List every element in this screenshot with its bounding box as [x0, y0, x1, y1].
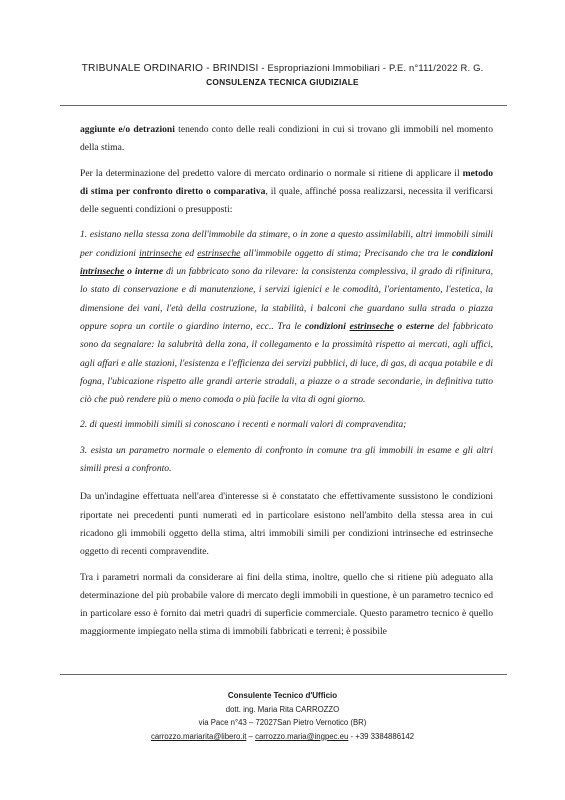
paragraph-adjustments: aggiunte e/o detrazioni tenendo conto delle reali condizioni in cui si trovano gli immobili nel momento della stima.	[80, 124, 493, 154]
page-footer	[100, 689, 465, 743]
footer-contacts: carrozzo.mariarita@libero.it – carrozzo.maria@ingpec.eu - +39 3384886142	[150, 731, 415, 741]
header-divider	[60, 105, 507, 106]
document-body	[80, 121, 493, 649]
list-item-2: 2. di questi immobili simili si conoscano i recenti e normali valori di compravendita;	[80, 419, 407, 431]
paragraph-parameters: Tra i parametri normali da considerare ai fini della stima, inoltre, quello che si ritiene più adeguato alla determinazione del più probabile valore di mercato degli immobili in questione, è un parametro tecnico ed in particolare esso è fornito dai metri quadri di superficie commerciale. Questo parametro tecnico è quello maggiormente impiegato nella stima di immobili fabbricati e terreni; è possibile	[80, 571, 493, 638]
header-court: TRIBUNALE ORDINARIO - BRINDISI	[81, 63, 259, 74]
paragraph-survey: Da un'indagine effettuata nell'area d'interesse si è constatato che effettivamente sussistono le condizioni riportate nei precedenti punti numerati ed in particolare esistono nell'ambito della stessa area in cui ricadono gli immobili oggetto della stima, altri immobili simili per condizioni intrinseche ed estrinseche oggetto di recenti compravendite.	[80, 491, 493, 558]
list-item-3: 3. esista un parametro normale o elemento di confronto in comune tra gli immobili in esame e gli altri simili presi a confronto.	[80, 444, 493, 475]
footer-email-link[interactable]: carrozzo.mariarita@libero.it	[150, 731, 247, 741]
footer-phone: - +39 3384886142	[348, 731, 415, 741]
header-title: TRIBUNALE ORDINARIO - BRINDISI - Espropriazioni Immobiliari - P.E. n°111/2022 R. G.	[81, 62, 484, 74]
header-procedure: Espropriazioni Immobiliari - P.E. n°111/2022 R. G.	[267, 62, 484, 73]
header-subtitle: CONSULENZA TECNICA GIUDIZIALE	[206, 77, 359, 87]
footer-name: dott. ing. Maria Rita CARROZZO	[225, 704, 340, 714]
paragraph-method: Per la determinazione del predetto valore di mercato ordinario o normale si ritiene di applicare il metodo di stima per confronto diretto o comparativa, il quale, affinché possa realizzarsi, necessita il verificarsi delle seguenti condizioni o presupposti:	[80, 167, 494, 216]
footer-address: via Pace n°43 – 72027San Pietro Vernotico (BR)	[198, 718, 367, 728]
footer-divider	[60, 674, 507, 675]
footer-pec-link[interactable]: carrozzo.maria@ingpec.eu	[255, 731, 349, 741]
list-item-1: 1. esistano nella stessa zona dell'immobile da stimare, o in zone a questo assimilabili, altri immobili simili per condizioni intrinseche ed estrinseche all'immobile oggetto di stima; Precisando che tra le condizioni intrinseche o interne di un fabbricato sono da rilevare: la consistenza complessiva, il grado di rifinitura, lo stato di conservazione e di manutenzione, i servizi igienici e le comodità, l'orientamento, l'estetica, la dimensione dei vani, l'età della costruzione, la stabilità, i balconi che guardano sulla strada o piazza oppure sopra un cortile o giardino interno, ecc.. Tra le condizioni estrinseche o esterne del fabbricato sono da segnalare: la salubrità della zona, il collegamento e la prossimità rispetto ai mercati, agli uffici, agli affari e alle stazioni, l'esistenza e l'efficienza dei servizi pubblici, di luce, di gas, di acqua potabile e di fogna, l'ubicazione rispetto alle grandi arterie stradali, a piazze o a strade secondarie, in definitiva tutto ciò che può rendere più o meno comoda o più facile la vita di ogni giorno.	[80, 229, 494, 406]
page-header	[56, 62, 509, 87]
footer-title: Consulente Tecnico d'Ufficio	[227, 691, 338, 700]
